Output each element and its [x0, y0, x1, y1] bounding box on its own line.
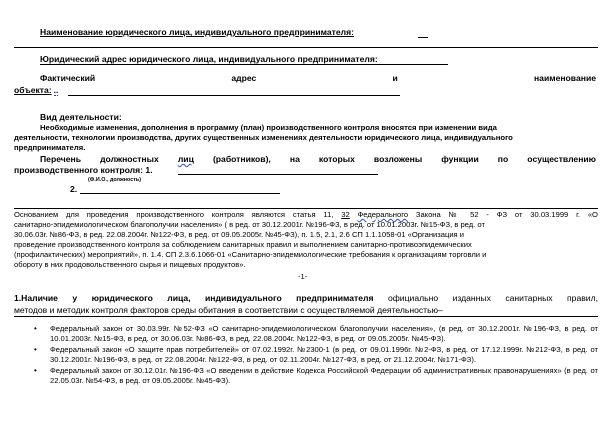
changes-paragraph-line1: Необходимые изменения, дополнения в программу (план) производственного контроля вносятся при изменении вида	[40, 123, 497, 132]
section1-heading-line2: методов и методик контроля факторов среды обитания в соответствии с осуществляемой деятельностью–	[14, 305, 443, 315]
position-2-line[interactable]	[80, 193, 280, 194]
changes-paragraph-line3: предпринимателя.	[14, 143, 86, 152]
basis-separator	[14, 208, 598, 209]
basis-line2: санитарно-эпидемиологическом благополучии населения» ( в ред. от 30.12.2001г. №196-ФЗ, в ред. от 10.01.2003г. №15-ФЗ, в ред. от	[14, 220, 485, 229]
position-1-line[interactable]	[178, 174, 378, 175]
legal-entity-name-label: Наименование юридического лица, индивидуального предпринимателя:	[40, 27, 354, 37]
section1-underline	[14, 316, 598, 317]
law-item: • Федеральный закон от 30.12.01г. №196-ФЗ «О введении в действие Кодекса Российской Федерации об административных правонарушениях» (в ред. от 22.05.03г. №54-ФЗ, в ред. от 09.05.2005г. №45-ФЗ).	[30, 366, 598, 385]
positions-label-line2: производственного контроля: 1.	[14, 165, 153, 175]
basis-line4: проведение производственного контроля за соблюдением санитарных правил и выполнением санитарно-противоэпидемических	[14, 240, 472, 249]
object-label: объекта: ..	[14, 85, 59, 95]
basis-line6: обороту в них продовольственного сырья и пищевых продуктов».	[14, 260, 246, 269]
activity-type-label: Вид деятельности:	[40, 112, 122, 122]
address-underline	[40, 64, 448, 65]
legal-address-label: Юридический адрес юридического лица, индивидуального предпринимателя:	[40, 54, 378, 64]
position-number-2: 2.	[70, 184, 78, 194]
actual-address-label: Фактический адрес и наименование	[40, 73, 597, 83]
object-value[interactable]: ..	[53, 85, 59, 95]
basis-line3: 30.06.03г. №86-ФЗ, в ред. 22.08.2004г. №122-ФЗ, в ред. от 09.05.2005г. №45-ФЗ), п. 1.5, 2.1, 2.6 СП 1.1.1058-01 «Организация и	[14, 230, 465, 239]
laws-list	[30, 324, 598, 388]
law-item: • Федеральный закон от 30.03.99г. №52-ФЗ «О санитарно-эпидемиологическом благополучии населения», (в ред. от 30.12.2001г. №196-ФЗ, в ред. от 10.01.2003г. №15-ФЗ, в ред. от 30.06.03г. №86-ФЗ, в ред. 22.08.2004г. №122-ФЗ, в ред. от 09.05.2005г. №45-ФЗ).	[30, 324, 598, 343]
name-fill-line	[418, 37, 428, 38]
object-underline	[68, 95, 400, 96]
basis-line5: (профилактических) мероприятий», п. 1.4. СП 2.3.6.1066-01 «Санитарно-эпидемиологические требования к организациям торговли и	[14, 250, 487, 259]
section1-heading-line1: 1.Наличие у юридического лица, индивидуального предпринимателя официально изданных санитарных правил,	[14, 293, 598, 303]
basis-line1: Основанием для проведения производственного контроля являются статья 11, 32 Федерального Закона № 52 - ФЗ от 30.03.1999 г. «О	[14, 210, 598, 219]
fio-hint: (Ф.И.О., должность)	[88, 177, 142, 183]
positions-label-line1: Перечень должностных лиц (работников), на которых возложены функции по осуществлению	[40, 154, 597, 164]
position-number-1: 1.	[145, 165, 153, 175]
law-item: • Федеральный закон «О защите прав потребителей» от 07.02.1992г. №2300-1 (в ред. от 09.01.1996г. №2-ФЗ, в ред. от 17.12.1999г. №212-ФЗ, в ред. от 30.12.2001г. №196-ФЗ, в ред. от 22.08.2004г. №122-ФЗ, в ред. от 02.11.2004г. №127-ФЗ, в ред. от 21.12.2004г. №171-ФЗ).	[30, 345, 598, 364]
page-number: -1-	[298, 272, 308, 281]
changes-paragraph-line2: деятельности, технологии производства, других существенных изменениях деятельности юридического лица, индивидуального	[14, 133, 513, 142]
name-underline	[14, 47, 598, 48]
